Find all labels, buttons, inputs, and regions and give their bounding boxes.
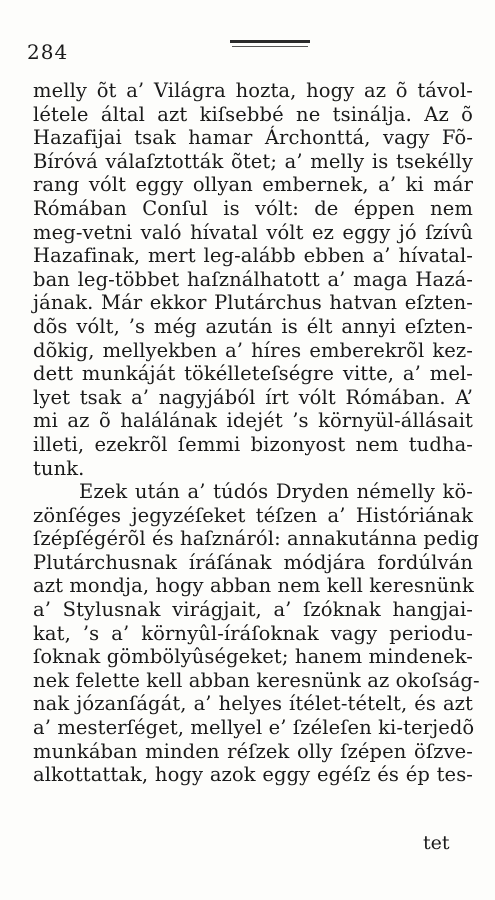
- text-line: ſzépſégérõl és haſznáról: annakutánna pedig: [33, 527, 480, 551]
- text-line: a’ mesterſéget, mellyel e’ ſzéleſen ki-terjedõ: [33, 716, 475, 740]
- paragraph-2: [33, 480, 480, 787]
- text-line: meg-vetni való hívatal vólt ez eggy jó ſzívû: [33, 220, 473, 244]
- text-line: nek felette kell abban keresnünk az okoſság-: [33, 668, 480, 692]
- header-ornament-rule-thin: [232, 46, 308, 47]
- text-line: Hazafijai tsak hamar Árchonttá, vagy Fõ-: [33, 126, 473, 150]
- text-line: alkottattak, hogy azok eggy egéſz és ép tes-: [33, 763, 473, 787]
- text-line: kat, ’s a’ környûl-íráſoknak vagy periodu-: [33, 621, 473, 645]
- text-line: tunk.: [33, 456, 85, 480]
- text-line: zönſéges jegyzéſeket téſzen a’ Históriának: [33, 503, 473, 527]
- text-line: létele által azt kiſsebbé ne tsinálja. Az õ: [33, 102, 473, 126]
- text-line: Bíróvá válaſztották õtet; a’ melly is tsekélly: [33, 149, 473, 173]
- text-line: lyet tsak a’ nagyjából írt vólt Rómában. A’: [33, 385, 473, 409]
- text-line: azt mondja, hogy abban nem kell keresnünk: [33, 574, 474, 598]
- paragraph-1: [33, 79, 473, 480]
- text-line: munkában minden réſzek olly ſzépen öſzve-: [33, 739, 473, 763]
- text-line: a’ Stylusnak virágjait, a’ ſzóknak hangjai-: [33, 598, 473, 622]
- text-line: Hazafinak, mert leg-alább ebben a’ hívatal-: [33, 244, 473, 268]
- text-line: rang vólt eggy ollyan embernek, a’ ki már: [33, 173, 473, 197]
- text-line: illeti, ezekrõl ſemmi bizonyost nem tudha-: [33, 432, 473, 456]
- text-line: ſoknak gömbölyûségeket; hanem mindenek-: [33, 645, 473, 669]
- text-line: dõs vólt, ’s még azután is élt annyi eſzten-: [33, 314, 473, 338]
- header-ornament-rule: [230, 40, 310, 43]
- text-line: nak józanſágát, a’ helyes ítélet-tételt, és azt: [33, 692, 473, 716]
- text-line: dõkig, mellyekben a’ híres emberekrõl kez-: [33, 338, 473, 362]
- text-line: jának. Már ekkor Plutárchus hatvan eſzten-: [33, 291, 473, 315]
- text-line: dett munkáját tökélleteſségre vitte, a’ mel-: [33, 362, 473, 386]
- text-line: Rómában Conſul is vólt: de éppen nem: [33, 196, 473, 220]
- catchword: tet: [423, 832, 450, 854]
- body-text: [33, 79, 480, 787]
- text-line: Ezek után a’ túdós Dryden némelly kö-: [79, 480, 473, 504]
- page-number: 284: [27, 40, 69, 64]
- text-line: melly õt a’ Világra hozta, hogy az õ távol-: [33, 79, 473, 102]
- text-line: mi az õ halálának idejét ’s környül-állásait: [33, 409, 473, 433]
- text-line: ban leg-többet haſználhatott a’ maga Hazá-: [33, 267, 473, 291]
- text-line: Plutárchusnak íráſának módjára fordúlván: [33, 550, 473, 574]
